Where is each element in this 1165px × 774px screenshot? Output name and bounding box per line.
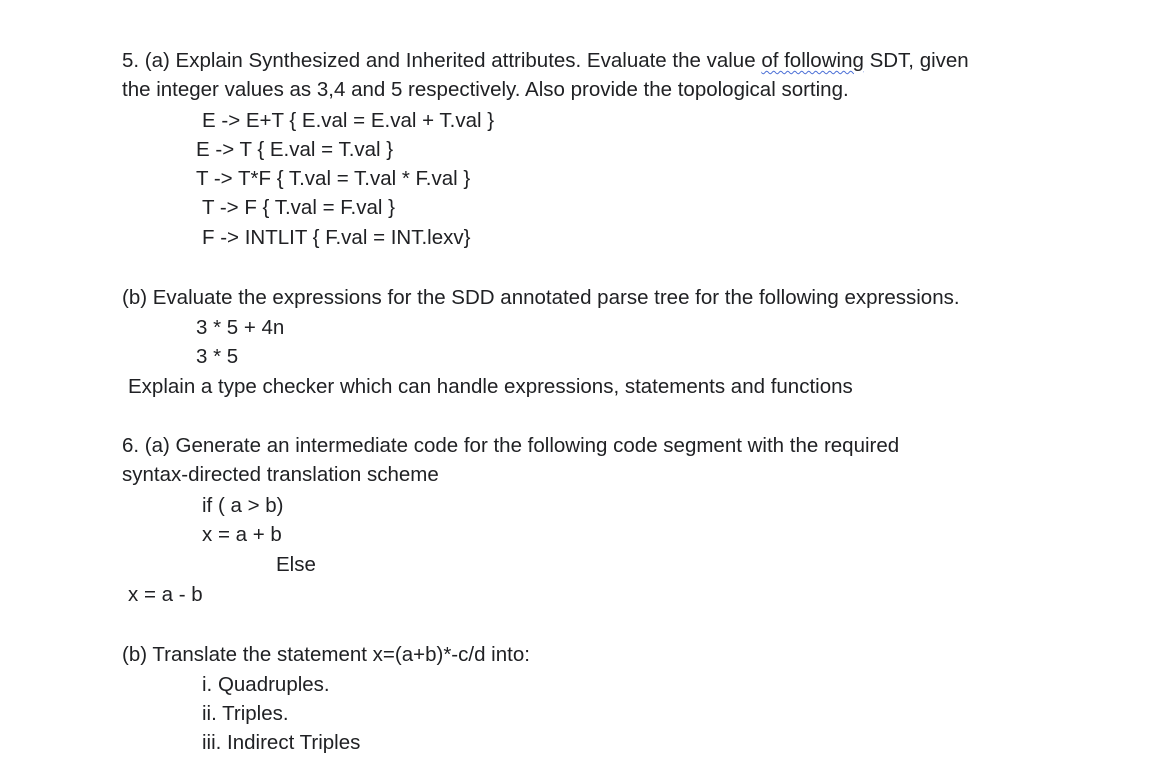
- grammar-rule: E -> E+T { E.val = E.val + T.val }: [202, 109, 495, 132]
- grammar-rule: F -> INTLIT { F.val = INT.lexv}: [202, 226, 471, 249]
- code-line: if ( a > b): [202, 494, 284, 517]
- code-line: Else: [276, 553, 316, 576]
- code-line: x = a - b: [128, 583, 203, 606]
- q5a-line-1: [122, 48, 969, 74]
- q5a-line-1-post: SDT, given: [863, 49, 969, 72]
- grammar-rule: T -> T*F { T.val = T.val * F.val }: [196, 167, 471, 190]
- q6b-line-1: (b) Translate the statement x=(a+b)*-c/d into:: [122, 643, 530, 666]
- q6a-line-1: 6. (a) Generate an intermediate code for the following code segment with the required: [122, 434, 900, 457]
- list-item: iii. Indirect Triples: [202, 731, 361, 754]
- q5b-line-2: Explain a type checker which can handle expressions, statements and functions: [128, 375, 853, 398]
- list-item: ii. Triples.: [202, 702, 289, 725]
- grammar-rule: E -> T { E.val = T.val }: [196, 138, 394, 161]
- q6a-line-2: syntax-directed translation scheme: [122, 463, 439, 486]
- grammar-rule: T -> F { T.val = F.val }: [202, 196, 395, 219]
- q5b-line-1: (b) Evaluate the expressions for the SDD annotated parse tree for the following expressions.: [122, 286, 960, 309]
- q5a-line-1-pre: 5. (a) Explain Synthesized and Inherited attributes. Evaluate the value: [122, 49, 762, 72]
- spellcheck-flagged-phrase[interactable]: of following: [761, 49, 864, 72]
- q5a-line-2: the integer values as 3,4 and 5 respectively. Also provide the topological sorting.: [122, 78, 849, 101]
- code-line: x = a + b: [202, 523, 282, 546]
- expression: 3 * 5 + 4n: [196, 316, 285, 339]
- expression: 3 * 5: [196, 345, 239, 368]
- list-item: i. Quadruples.: [202, 673, 330, 696]
